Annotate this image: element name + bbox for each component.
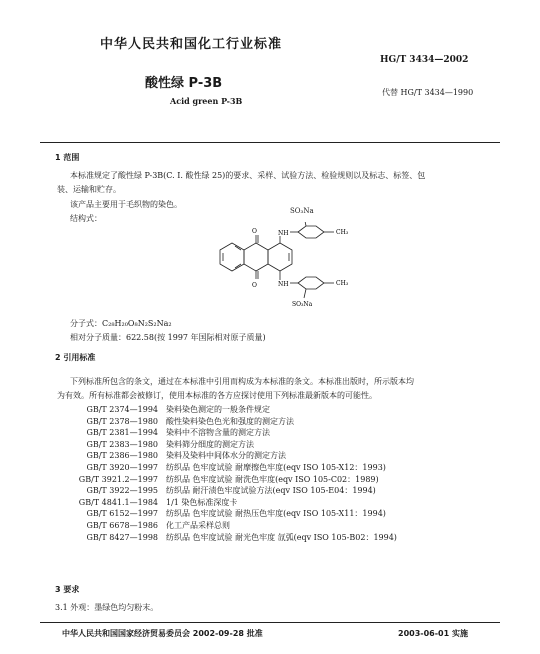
amine-nh-top: NH xyxy=(278,230,289,237)
reference-code: GB/T 4841.1—1984 xyxy=(78,497,158,507)
reference-code: GB/T 8427—1998 xyxy=(86,532,158,542)
reference-item xyxy=(70,416,397,428)
molecular-formula: 分子式：C₂₈H₂₀O₈N₂S₂Na₂ xyxy=(70,319,172,328)
reference-name: 酸性染料染色色光和强度的测定方法 xyxy=(166,416,294,426)
section-1-heading: 1 范围 xyxy=(55,153,80,162)
reference-name: 纺织品 色牢度试验 耐光色牢度 氙弧(eqv ISO 105-B02：1994) xyxy=(166,532,397,542)
reference-code: GB/T 2381—1994 xyxy=(86,428,158,438)
reference-name: 纺织品 耐汗渍色牢度试验方法(eqv ISO 105-E04：1994) xyxy=(166,486,376,496)
replaces-standard: 代替 HG/T 3434—1990 xyxy=(382,88,474,97)
reference-code: GB/T 6678—1986 xyxy=(86,520,158,530)
usage-paragraph: 该产品主要用于毛织物的染色。 xyxy=(70,200,182,209)
reference-name: 纺织品 色牢度试验 耐摩擦色牢度(eqv ISO 105-X12：1993) xyxy=(166,462,386,472)
requirement-3-1: 3.1 外观：墨绿色均匀粉末。 xyxy=(55,603,159,612)
reference-item xyxy=(70,404,397,416)
reference-item xyxy=(70,474,397,486)
reference-item xyxy=(70,532,397,544)
reference-name: 染料及染料中间体水分的测定方法 xyxy=(166,451,286,461)
reference-name: 化工产品采样总则 xyxy=(166,520,230,530)
document-title: 酸性绿 P-3B xyxy=(145,76,223,91)
implementation-date: 2003-06-01 实施 xyxy=(398,629,468,638)
references-intro-line-1: 下列标准所包含的条文，通过在本标准中引用而构成为本标准的条文。本标准出版时，所示版本均 xyxy=(70,377,414,386)
methyl-top: CH₃ xyxy=(336,229,349,236)
reference-name: 染料染色测定的一般条件规定 xyxy=(166,405,270,414)
carbonyl-o-bottom: O xyxy=(252,282,257,289)
chemical-structure-diagram xyxy=(200,222,400,322)
scope-paragraph-line-1: 本标准规定了酸性绿 P-3B(C. I. 酸性绿 25)的要求、采样、试验方法、检验规则以及标志、标签、包 xyxy=(70,171,426,180)
reference-item xyxy=(70,497,397,509)
document-title-english: Acid green P-3B xyxy=(170,96,243,106)
reference-item xyxy=(70,450,397,462)
reference-item xyxy=(70,520,397,532)
footer-divider xyxy=(40,622,500,623)
reference-code: GB/T 2374—1994 xyxy=(86,405,158,414)
section-3-heading: 3 要求 xyxy=(55,585,80,594)
molecular-weight: 相对分子质量：622.58(按 1997 年国际相对原子质量) xyxy=(70,333,266,342)
scope-paragraph-line-2: 装、运输和贮存。 xyxy=(57,185,121,194)
methyl-bottom: CH₃ xyxy=(336,280,349,287)
sulfonate-top: SO₃Na xyxy=(290,207,314,215)
reference-code: GB/T 2386—1980 xyxy=(86,451,158,461)
reference-name: 1/1 染色标准深度卡 xyxy=(166,497,238,507)
sulfonate-bottom: SO₃Na xyxy=(292,301,313,308)
reference-item xyxy=(70,508,397,520)
reference-code: GB/T 3921.2—1997 xyxy=(78,474,158,484)
reference-name: 纺织品 色牢度试验 耐热压色牢度(eqv ISO 105-X11：1994) xyxy=(166,509,386,519)
reference-code: GB/T 3922—1995 xyxy=(86,486,158,496)
reference-code: GB/T 2383—1980 xyxy=(86,439,158,449)
header-divider xyxy=(40,142,500,143)
carbonyl-o-top: O xyxy=(252,228,257,235)
reference-item xyxy=(70,439,397,451)
reference-code: GB/T 2378—1980 xyxy=(86,416,158,426)
section-2-heading: 2 引用标准 xyxy=(55,353,96,362)
approval-statement: 中华人民共和国国家经济贸易委员会 2002-09-28 批准 xyxy=(62,629,263,638)
reference-name: 纺织品 色牢度试验 耐洗色牢度(eqv ISO 105-C02：1989) xyxy=(166,474,379,484)
reference-item xyxy=(70,485,397,497)
structure-label: 结构式： xyxy=(70,214,102,223)
amine-nh-bottom: NH xyxy=(278,281,289,288)
reference-name: 染料中不溶物含量的测定方法 xyxy=(166,428,270,438)
reference-code: GB/T 3920—1997 xyxy=(86,462,158,472)
reference-item xyxy=(70,462,397,474)
reference-name: 染料筛分细度的测定方法 xyxy=(166,439,254,449)
reference-code: GB/T 6152—1997 xyxy=(86,509,158,519)
references-intro-line-2: 为有效。所有标准都会被修订，使用本标准的各方应探讨使用下列标准最新版本的可能性。 xyxy=(57,391,377,400)
org-title: 中华人民共和国化工行业标准 xyxy=(100,37,283,52)
reference-list xyxy=(70,404,397,543)
standard-number: HG/T 3434—2002 xyxy=(380,55,469,65)
reference-item xyxy=(70,427,397,439)
